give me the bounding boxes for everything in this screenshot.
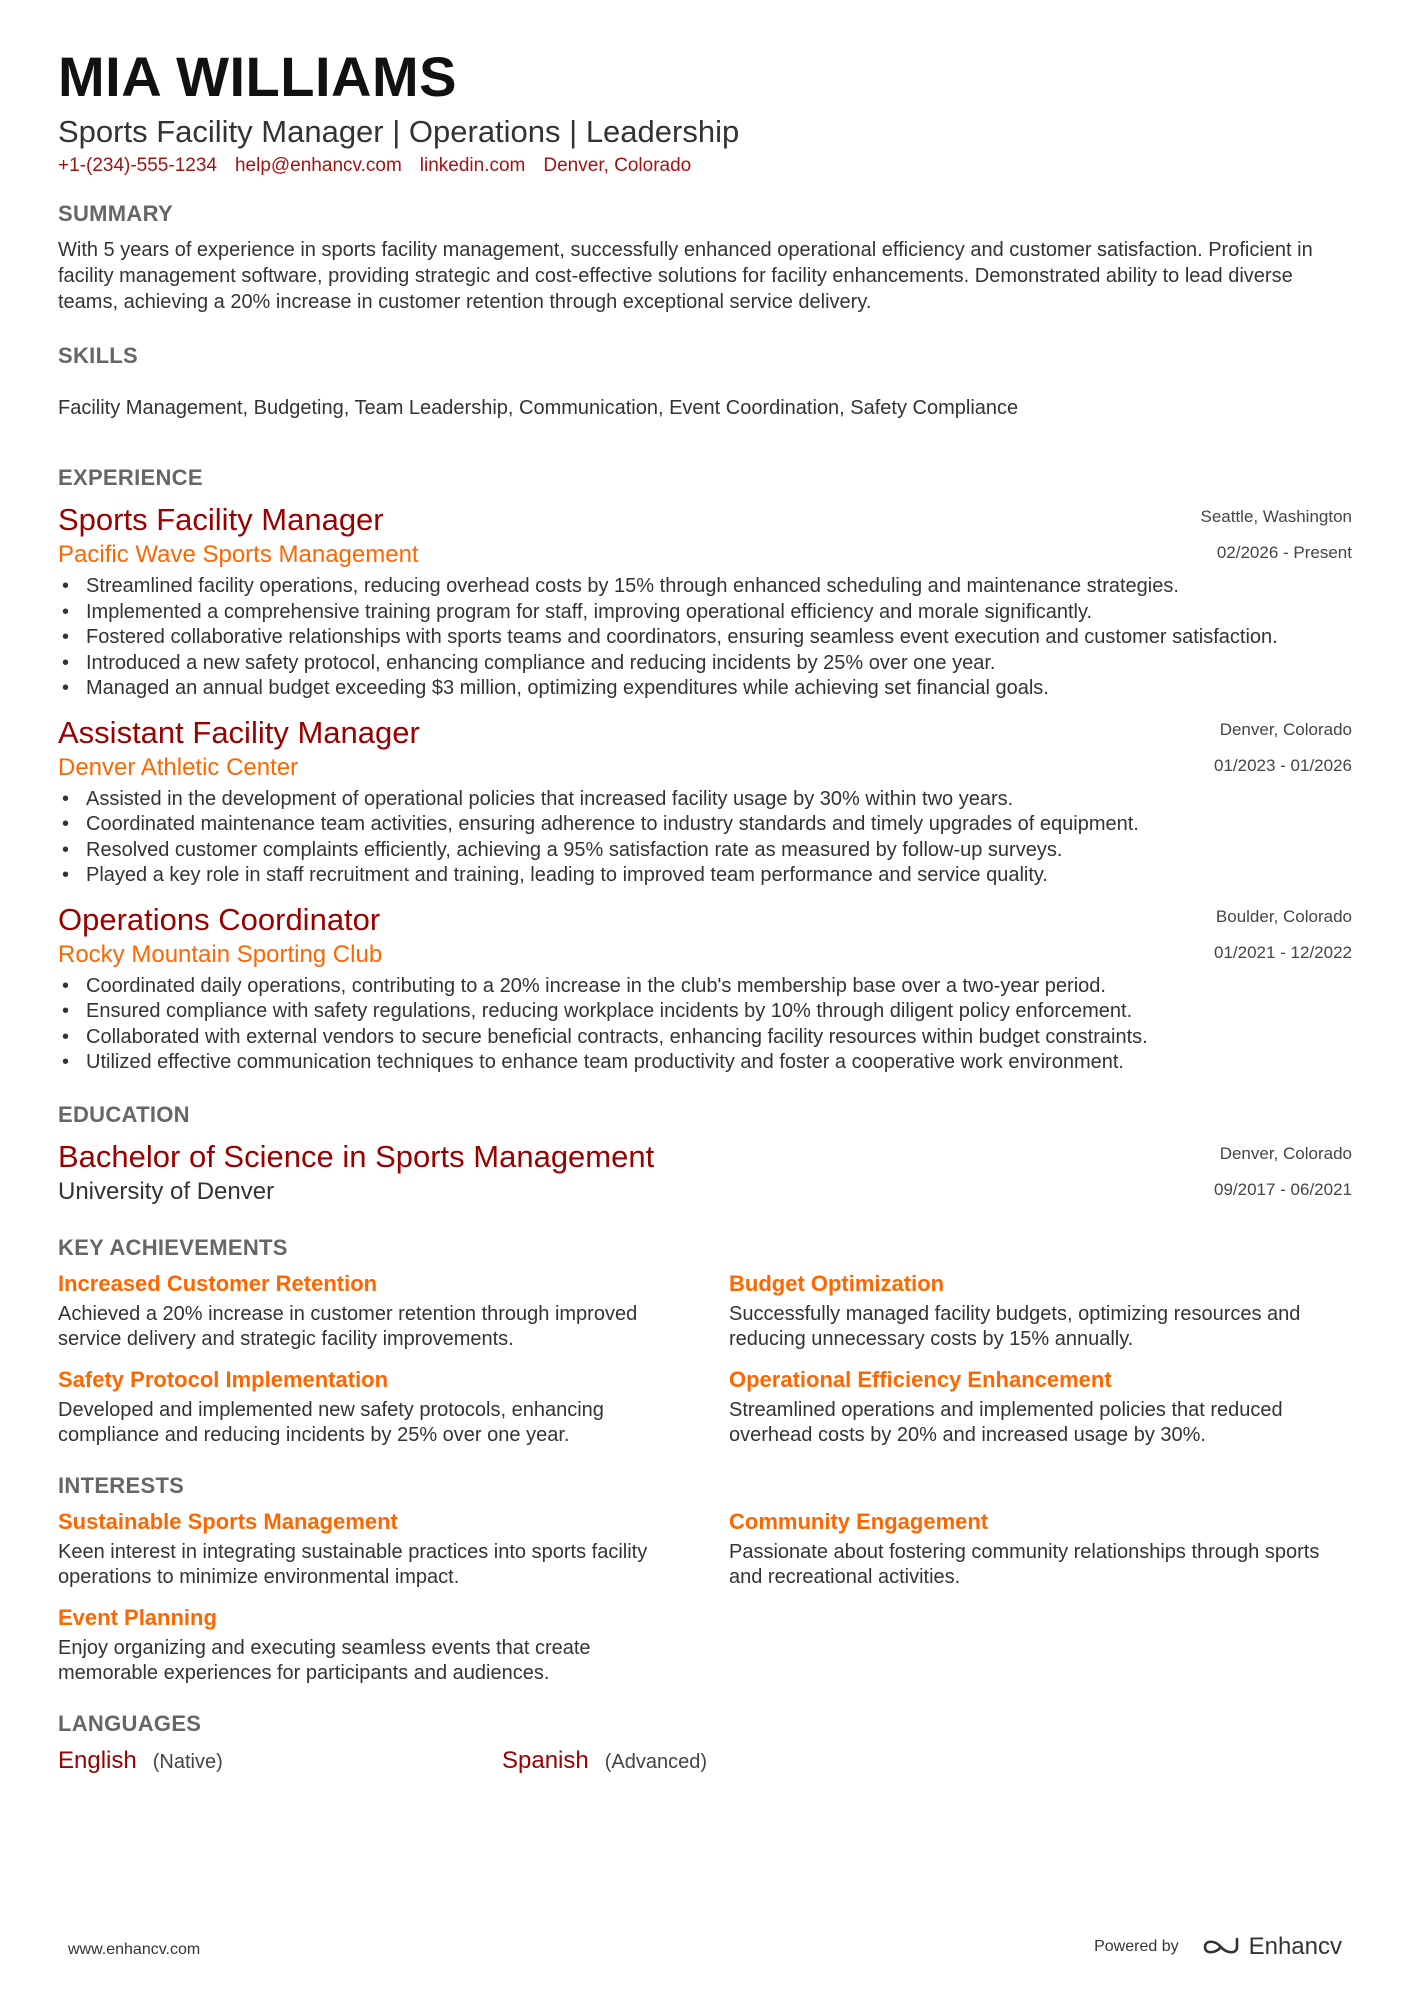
enhancv-logo-icon <box>1201 1936 1241 1958</box>
language-name: Spanish <box>502 1746 589 1774</box>
section-title-achievements: KEY ACHIEVEMENTS <box>58 1234 288 1260</box>
language-name: English <box>58 1746 137 1774</box>
section-title-languages: LANGUAGES <box>58 1710 202 1736</box>
job-entry <box>58 501 1352 702</box>
achievement-title: Budget Optimization <box>729 1270 945 1296</box>
achievement-title: Safety Protocol Implementation <box>58 1366 389 1392</box>
job-title: Operations Coordinator <box>58 901 381 937</box>
job-bullet: • Streamlined facility operations, reducing overhead costs by 15% through enhanced scheduling and maintenance strategies. <box>58 574 1352 600</box>
job-bullet: • Played a key role in staff recruitment and training, leading to improved team performance and service quality. <box>58 863 1352 889</box>
job-dates: 01/2021 - 12/2022 <box>1213 942 1352 962</box>
language-level: (Native) <box>152 1750 223 1773</box>
enhancv-logo[interactable] <box>1201 1933 1342 1961</box>
section-title-education: EDUCATION <box>58 1101 190 1127</box>
interest-item <box>58 1603 681 1687</box>
achievement-item <box>58 1365 681 1449</box>
job-bullet: • Implemented a comprehensive training program for staff, improving operational efficiency and morale significantly. <box>58 600 1352 626</box>
achievement-item <box>58 1269 681 1353</box>
job-bullet: • Coordinated daily operations, contributing to a 20% increase in the club's membership base over a two-year period. <box>58 974 1352 1000</box>
contact-phone[interactable]: +1-(234)-555-1234 <box>58 155 217 176</box>
interest-desc: Passionate about fostering community relationships through sports and recreational activities. <box>729 1540 1320 1588</box>
resume-header <box>58 44 1352 177</box>
language-item <box>502 1747 946 1775</box>
job-location: Boulder, Colorado <box>1215 906 1352 926</box>
section-title-summary: SUMMARY <box>58 201 173 226</box>
section-title-interests: INTERESTS <box>58 1472 185 1498</box>
achievement-item <box>729 1365 1352 1449</box>
job-bullet: • Utilized effective communication techniques to enhance team productivity and foster a cooperative work environment. <box>58 1050 1352 1076</box>
achievement-title: Operational Efficiency Enhancement <box>729 1366 1112 1392</box>
job-bullet: • Assisted in the development of operational policies that increased facility usage by 30% within two years. <box>58 787 1352 813</box>
interest-title: Community Engagement <box>729 1508 989 1534</box>
job-bullet: • Managed an annual budget exceeding $3 million, optimizing expenditures while achieving set financial goals. <box>58 676 1352 702</box>
contact-row <box>58 155 1352 177</box>
powered-by-label: Powered by <box>1094 1938 1179 1955</box>
headline: Sports Facility Manager | Operations | Leadership <box>58 114 740 149</box>
interest-title: Event Planning <box>58 1604 217 1630</box>
skills-section <box>58 343 1352 421</box>
brand-name: Enhancv <box>1248 1933 1342 1960</box>
interest-item <box>729 1507 1352 1591</box>
contact-email[interactable]: help@enhancv.com <box>234 155 402 176</box>
job-bullet: • Introduced a new safety protocol, enhancing compliance and reducing incidents by 25% over one year. <box>58 651 1352 677</box>
footer-branding <box>1094 1933 1342 1961</box>
interests-section <box>58 1473 1352 1687</box>
job-title: Assistant Facility Manager <box>58 714 420 750</box>
footer-website[interactable]: www.enhancv.com <box>68 1941 201 1958</box>
education-entry <box>58 1138 1352 1207</box>
education-dates: 09/2017 - 06/2021 <box>1213 1179 1352 1199</box>
job-bullet: • Coordinated maintenance team activities, ensuring adherence to industry standards and timely upgrades of equipment. <box>58 812 1352 838</box>
achievement-title: Increased Customer Retention <box>58 1270 378 1296</box>
section-title-experience: EXPERIENCE <box>58 465 203 490</box>
job-bullet: • Ensured compliance with safety regulations, reducing workplace incidents by 10% through diligent policy enforcement. <box>58 999 1352 1025</box>
achievements-section <box>58 1235 1352 1449</box>
job-location: Seattle, Washington <box>1200 507 1352 526</box>
education-degree: Bachelor of Science in Sports Management <box>58 1138 655 1174</box>
job-bullets <box>58 974 1352 1076</box>
interest-desc: Keen interest in integrating sustainable practices into sports facility operations to minimize environmental impact. <box>58 1540 648 1588</box>
summary-section <box>58 201 1352 315</box>
job-company: Denver Athletic Center <box>58 753 299 781</box>
job-entry <box>58 714 1352 889</box>
achievement-desc: Successfully managed facility budgets, optimizing resources and reducing unnecessary costs by 15% annually. <box>729 1302 1301 1350</box>
languages-section <box>58 1711 1352 1775</box>
job-dates: 01/2023 - 01/2026 <box>1213 755 1352 775</box>
education-location: Denver, Colorado <box>1219 1143 1352 1163</box>
interest-desc: Enjoy organizing and executing seamless events that create memorable experiences for participants and audiences. <box>58 1636 591 1684</box>
achievement-desc: Streamlined operations and implemented policies that reduced overhead costs by 20% and increased usage by 30%. <box>729 1398 1283 1446</box>
achievement-item <box>729 1269 1352 1353</box>
job-company: Rocky Mountain Sporting Club <box>58 940 383 968</box>
job-bullet: • Fostered collaborative relationships with sports teams and coordinators, ensuring seamless event execution and customer satisfaction. <box>58 625 1352 651</box>
contact-linkedin[interactable]: linkedin.com <box>419 155 526 176</box>
skills-text: Facility Management, Budgeting, Team Leadership, Communication, Event Coordination, Safety Compliance <box>58 397 1019 419</box>
job-bullets <box>58 787 1352 889</box>
job-title: Sports Facility Manager <box>58 502 384 537</box>
job-entry <box>58 901 1352 1076</box>
job-location: Denver, Colorado <box>1219 719 1352 739</box>
interest-item <box>58 1507 681 1591</box>
job-dates: 02/2026 - Present <box>1216 543 1352 562</box>
education-school: University of Denver <box>58 1177 275 1205</box>
job-bullet: • Resolved customer complaints efficiently, achieving a 95% satisfaction rate as measured by follow-up surveys. <box>58 838 1352 864</box>
education-section <box>58 1102 1352 1207</box>
job-bullets <box>58 574 1352 702</box>
summary-text: With 5 years of experience in sports facility management, successfully enhanced operational efficiency and customer satisfaction. Proficient in facility management software, providing strategic and cost-effective solutions for facility enhancements. Demonstrated ability to lead diverse teams, achieving a 20% increase in customer retention through exceptional service delivery. <box>58 239 1313 313</box>
experience-section <box>58 465 1352 1076</box>
contact-location: Denver, Colorado <box>543 155 692 176</box>
job-company: Pacific Wave Sports Management <box>58 541 419 568</box>
interest-title: Sustainable Sports Management <box>58 1508 398 1534</box>
achievement-desc: Developed and implemented new safety protocols, enhancing compliance and reducing incidents by 25% over one year. <box>58 1398 604 1446</box>
job-bullet: • Collaborated with external vendors to secure beneficial contracts, enhancing facility resources within budget constraints. <box>58 1025 1352 1051</box>
achievement-desc: Achieved a 20% increase in customer retention through improved service delivery and strategic facility improvements. <box>58 1302 638 1350</box>
candidate-name: MIA WILLIAMS <box>58 45 457 108</box>
language-item <box>58 1747 502 1775</box>
language-level: (Advanced) <box>604 1750 708 1773</box>
section-title-skills: SKILLS <box>58 343 139 368</box>
